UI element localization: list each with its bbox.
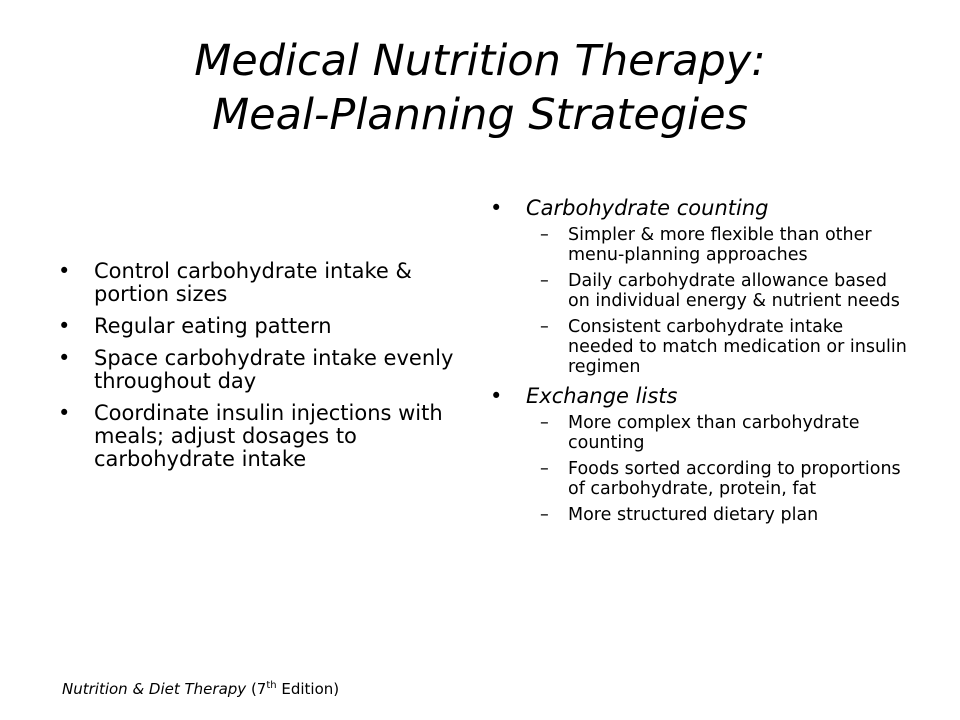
sub-list-item: – More structured dietary plan [526, 505, 910, 525]
list-item: • Space carbohydrate intake evenly throughout day [58, 347, 478, 393]
sub-list-item: – Consistent carbohydrate intake needed to match medication or insulin regimen [526, 317, 910, 377]
sub-list-item: – Daily carbohydrate allowance based on individual energy & nutrient needs [526, 271, 910, 311]
approaches-list [490, 195, 910, 531]
footer-citation [62, 679, 339, 699]
title-line-1: Medical Nutrition Therapy: [194, 36, 766, 86]
strategies-list [58, 260, 478, 480]
sub-list-item: – More complex than carbohydrate counting [526, 413, 910, 453]
section-label: Exchange lists [526, 384, 678, 408]
list-item: • Control carbohydrate intake & portion sizes [58, 260, 478, 306]
sub-list [526, 413, 910, 525]
edition-open: (7 [246, 680, 267, 698]
sub-list-item: – Foods sorted according to proportions of carbohydrate, protein, fat [526, 459, 910, 499]
book-title: Nutrition & Diet Therapy [62, 680, 247, 698]
sub-list [526, 225, 910, 377]
edition-superscript: th [266, 680, 277, 691]
exchange-lists-item [490, 383, 910, 525]
slide-title [0, 34, 960, 142]
edition-close: Edition) [276, 680, 340, 698]
section-label: Carbohydrate counting [526, 196, 769, 220]
list-item: • Regular eating pattern [58, 315, 478, 338]
title-line-2: Meal-Planning Strategies [212, 90, 748, 140]
carbohydrate-counting-item [490, 195, 910, 377]
sub-list-item: – Simpler & more flexible than other menu-planning approaches [526, 225, 910, 265]
list-item: • Coordinate insulin injections with meals; adjust dosages to carbohydrate intake [58, 402, 478, 471]
